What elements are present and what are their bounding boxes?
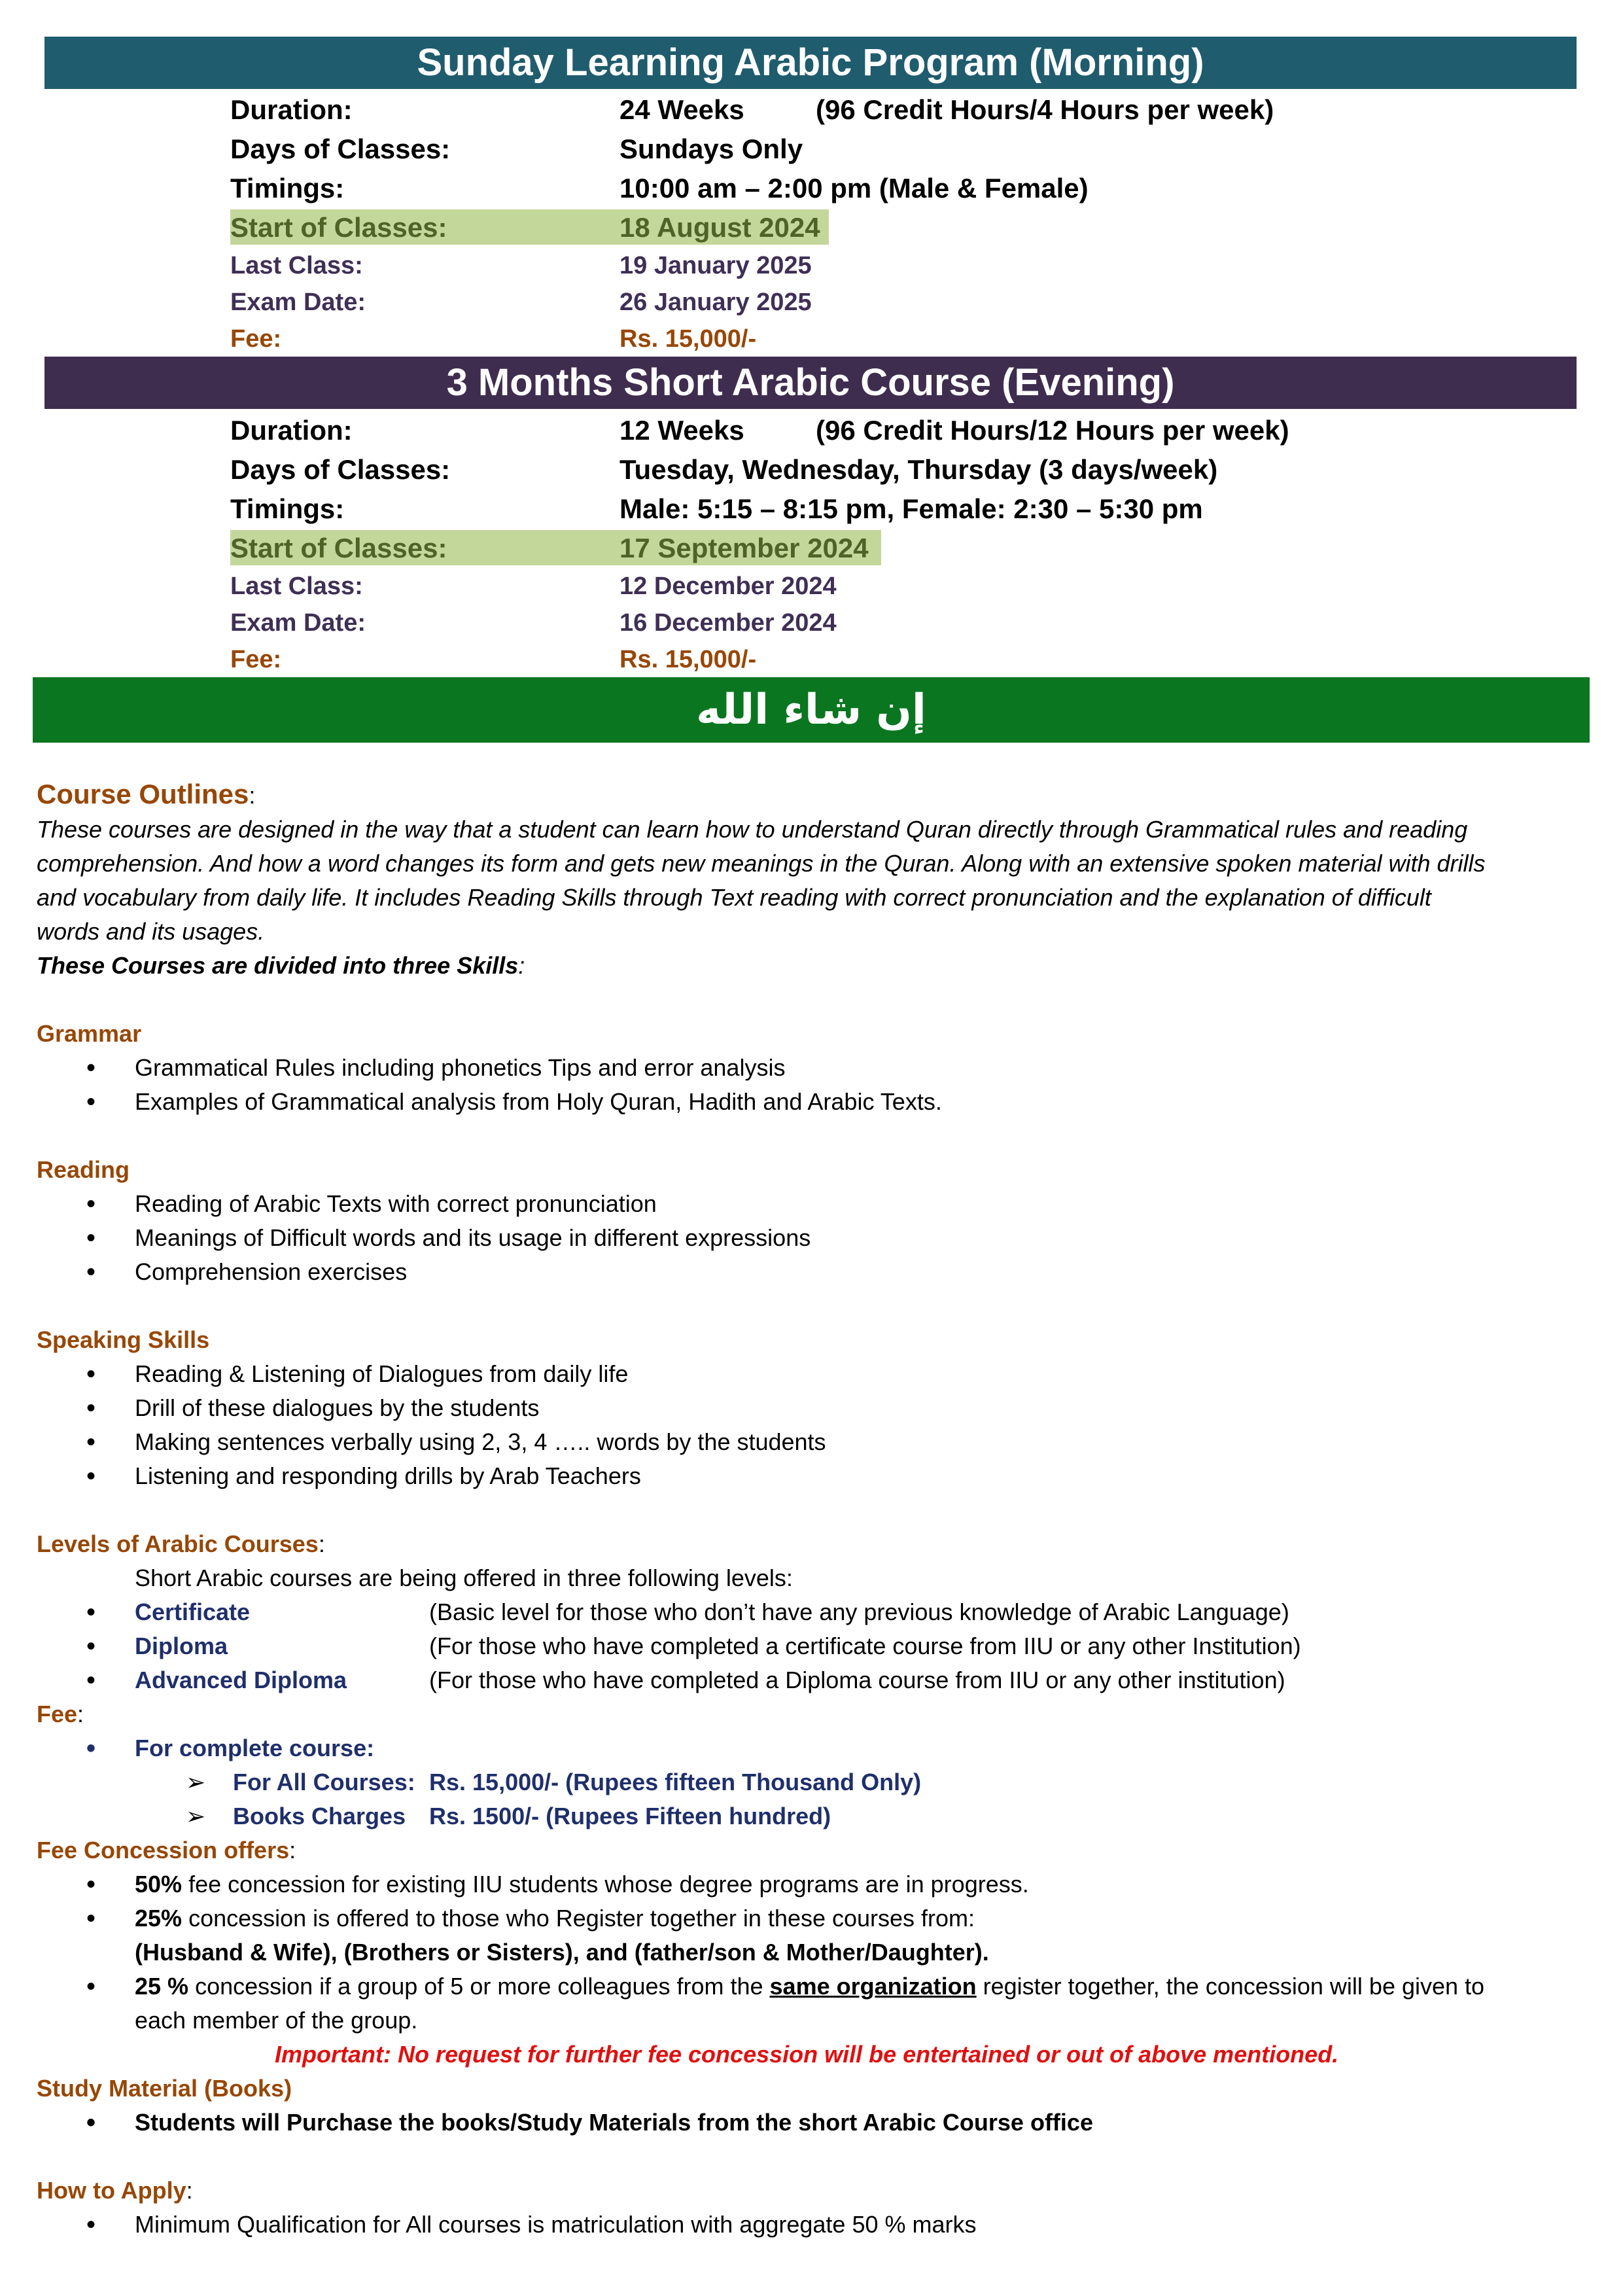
level-name: Advanced Diploma (135, 1667, 347, 1693)
list-item: • Examples of Grammatical analysis from Holy Quran, Hadith and Arabic Texts. (37, 1085, 1594, 1119)
start-value: 17 September 2024 (620, 533, 869, 563)
program1-exam-row (230, 284, 1473, 321)
fee-value: Rs. 15,000/- (620, 646, 757, 673)
timings-value: 10:00 am – 2:00 pm (Male & Female) (620, 173, 1089, 203)
exam-date-value: 26 January 2025 (620, 289, 812, 316)
program2-start-row (230, 529, 1473, 568)
concession-text-end: each member of the group. (135, 2007, 418, 2034)
level-item (37, 1663, 1594, 1697)
fee-books-row (37, 1799, 1594, 1833)
concession-colon: : (289, 1837, 296, 1863)
duration-value: 24 Weeks (620, 94, 744, 125)
last-class-value: 19 January 2025 (620, 252, 812, 279)
program1-duration-row (230, 90, 1473, 130)
apply-heading (37, 2174, 1594, 2208)
exam-date-label: Exam Date: (230, 289, 366, 316)
program2-exam-row (230, 605, 1473, 641)
days-label: Days of Classes: (230, 454, 451, 485)
fee-list (37, 1731, 1594, 1765)
fee-heading-text: Fee (37, 1701, 78, 1727)
timings-value: Male: 5:15 – 8:15 pm, Female: 2:30 – 5:30 pm (620, 493, 1203, 524)
arrow-icon: ➢ (186, 1803, 206, 1829)
outlines-heading-text: Course Outlines (37, 779, 249, 809)
timings-label: Timings: (230, 173, 345, 203)
levels-intro: Short Arabic courses are being offered in three following levels: (135, 1564, 793, 1591)
study-list (37, 2106, 1594, 2140)
grammar-list (37, 1051, 1594, 1119)
concession-percent: 25% (135, 1905, 183, 1932)
list-item: • Reading of Arabic Texts with correct pronunciation (37, 1187, 1594, 1221)
program2-days-row (230, 450, 1473, 489)
concession-percent: 25 % (135, 1973, 189, 2000)
duration-extra: (96 Credit Hours/4 Hours per week) (816, 94, 1274, 125)
list-item: • Minimum Qualification for All courses is matriculation with aggregate 50 % marks (37, 2208, 1594, 2242)
start-label: Start of Classes: (230, 533, 447, 563)
list-item: • Reading & Listening of Dialogues from daily life (37, 1357, 1594, 1391)
level-name: Certificate (135, 1598, 251, 1625)
concession-heading-text: Fee Concession offers (37, 1837, 290, 1863)
duration-extra: (96 Credit Hours/12 Hours per week) (816, 415, 1289, 446)
duration-label: Duration: (230, 94, 353, 125)
fee-label: Fee: (230, 646, 282, 673)
apply-colon: : (186, 2177, 193, 2204)
start-label: Start of Classes: (230, 212, 447, 243)
concession-list (37, 1867, 1594, 2038)
last-class-label: Last Class: (230, 252, 363, 279)
level-desc: (Basic level for those who don’t have any previous knowledge of Arabic Language) (429, 1598, 1289, 1625)
important-note: Important: No request for further fee concession will be entertained or out of above mentioned. (275, 2041, 1339, 2068)
program2-duration-row (230, 411, 1473, 450)
program2-title-banner: 3 Months Short Arabic Course (Evening) (44, 357, 1577, 409)
levels-list (37, 1595, 1594, 1697)
list-item: • Meanings of Difficult words and its usage in different expressions (37, 1221, 1594, 1255)
list-item: • Drill of these dialogues by the students (37, 1391, 1594, 1425)
duration-value: 12 Weeks (620, 415, 744, 446)
arrow-icon: ➢ (186, 1769, 206, 1795)
reading-heading: Reading (37, 1156, 130, 1183)
levels-heading-text: Levels of Arabic Courses (37, 1530, 319, 1557)
program2-timings-row (230, 489, 1473, 529)
concession-heading (37, 1833, 1594, 1867)
program1-timings-row (230, 169, 1473, 208)
concession-item-2 (37, 1901, 1594, 1969)
outlines-line-3: and vocabulary from daily life. It includes Reading Skills through Text reading with correct pronunciation and the explanation of difficult (37, 884, 1431, 911)
start-value: 18 August 2024 (620, 212, 820, 243)
fee-books-label: Books Charges (233, 1803, 406, 1829)
concession-item-1 (37, 1867, 1594, 1901)
list-item: • Students will Purchase the books/Study Materials from the short Arabic Course office (37, 2106, 1594, 2140)
list-item: • Comprehension exercises (37, 1255, 1594, 1289)
outlines-colon: : (249, 782, 256, 809)
concession-text: concession if a group of 5 or more colleagues from the (188, 1973, 770, 2000)
outlines-line-2: comprehension. And how a word changes its form and gets new meanings in the Quran. Along with an extensive spoken material with drills (37, 850, 1486, 877)
fee-complete-course: • For complete course: (37, 1731, 1594, 1765)
speaking-heading: Speaking Skills (37, 1326, 210, 1353)
level-item (37, 1595, 1594, 1629)
speaking-list (37, 1357, 1594, 1493)
concession-text: concession is offered to those who Register together in these courses from: (182, 1905, 975, 1932)
fee-colon: : (77, 1701, 84, 1727)
grammar-heading: Grammar (37, 1020, 142, 1047)
concession-relations: (Husband & Wife), (Brothers or Sisters), and (father/son & Mother/Daughter). (135, 1939, 989, 1966)
last-class-value: 12 December 2024 (620, 573, 837, 600)
levels-heading (37, 1527, 1594, 1561)
divided-text: These Courses are divided into three Skills (37, 952, 519, 979)
divided-line (37, 949, 1594, 983)
fee-all-courses-row (37, 1765, 1594, 1799)
program1-details (230, 90, 1473, 357)
exam-date-label: Exam Date: (230, 609, 366, 637)
level-desc: (For those who have completed a certificate course from IIU or any other Institution) (429, 1633, 1301, 1659)
list-item: • Making sentences verbally using 2, 3, 4 ….. words by the students (37, 1425, 1594, 1459)
program1-fee-row (230, 321, 1473, 357)
last-class-label: Last Class: (230, 573, 363, 600)
duration-label: Duration: (230, 415, 353, 446)
program1-title-banner: Sunday Learning Arabic Program (Morning) (44, 37, 1577, 89)
program1-last-row (230, 247, 1473, 284)
days-value: Tuesday, Wednesday, Thursday (3 days/week) (620, 454, 1218, 485)
program1-start-row (230, 208, 1473, 247)
program2-last-row (230, 568, 1473, 605)
days-label: Days of Classes: (230, 133, 451, 164)
study-heading: Study Material (Books) (37, 2075, 292, 2102)
timings-label: Timings: (230, 493, 345, 524)
apply-heading-text: How to Apply (37, 2177, 186, 2204)
course-document (37, 777, 1594, 2242)
outlines-line-1: These courses are designed in the way that a student can learn how to understand Quran directly through Grammatical rules and reading (37, 816, 1468, 843)
concession-item-3 (37, 1969, 1594, 2038)
levels-colon: : (318, 1530, 325, 1557)
program2-fee-row (230, 641, 1473, 678)
list-item: • Grammatical Rules including phonetics Tips and error analysis (37, 1051, 1594, 1085)
outlines-heading (37, 777, 1594, 813)
fee-heading (37, 1697, 1594, 1731)
level-desc: (For those who have completed a Diploma course from IIU or any other institution) (429, 1667, 1285, 1693)
level-name: Diploma (135, 1633, 228, 1659)
level-item (37, 1629, 1594, 1663)
reading-list (37, 1187, 1594, 1289)
outlines-line-4: words and its usages. (37, 918, 265, 945)
days-value: Sundays Only (620, 133, 803, 164)
fee-all-value: Rs. 15,000/- (Rupees fifteen Thousand Only) (429, 1769, 922, 1795)
program1-days-row (230, 130, 1473, 169)
inshallah-banner: إن شاء الله (33, 677, 1590, 743)
exam-date-value: 16 December 2024 (620, 609, 837, 637)
concession-percent: 50% (135, 1871, 183, 1898)
fee-label: Fee: (230, 325, 282, 353)
divided-colon: : (518, 952, 525, 979)
program2-details (230, 411, 1473, 678)
fee-value: Rs. 15,000/- (620, 325, 757, 353)
same-organization: same organization (769, 1973, 977, 2000)
list-item: • Listening and responding drills by Arab Teachers (37, 1459, 1594, 1493)
concession-text: fee concession for existing IIU students whose degree programs are in progress. (182, 1871, 1029, 1898)
apply-list (37, 2208, 1594, 2242)
concession-text-cont: register together, the concession will be given to (976, 1973, 1485, 2000)
fee-books-value: Rs. 1500/- (Rupees Fifteen hundred) (429, 1803, 831, 1829)
fee-all-label: For All Courses: (233, 1769, 415, 1795)
